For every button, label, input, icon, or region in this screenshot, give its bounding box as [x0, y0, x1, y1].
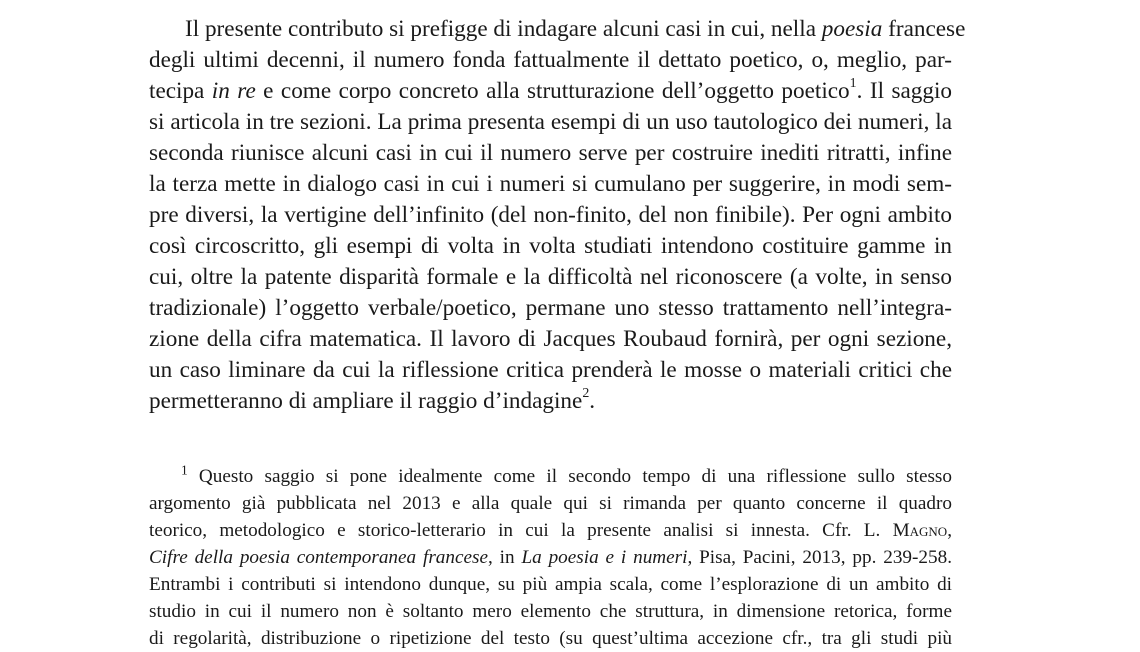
body-text-line: [149, 293, 952, 324]
text-run: permetteranno di ampliare il raggio d’indagine: [149, 388, 583, 414]
footnote-line: [149, 490, 952, 517]
text-run: studio in cui il numero non è soltanto mero elemento che struttura, in dimensione retorica, forme: [149, 601, 952, 622]
footnote-line: [149, 463, 952, 490]
body-text-line: [149, 386, 952, 417]
text-run: argomento già pubblicata nel 2013 e alla quale qui si rimanda per quanto concerne il quadro: [149, 493, 952, 514]
text-run: Entrambi i contributi si intendono dunque, su più ampia scala, come l’esplorazione di un ambito di: [149, 574, 952, 595]
main-paragraph: [149, 14, 966, 417]
footnote-number: 1: [181, 462, 188, 478]
text-run: un caso liminare da cui la riflessione critica prenderà le mosse o materiali critici che: [149, 357, 952, 383]
footnote-line: [149, 544, 952, 571]
text-run: ,: [947, 520, 952, 541]
text-run: Questo saggio si pone idealmente come il secondo tempo di una riflessione sullo stesso: [187, 466, 952, 487]
text-run: e come corpo concreto alla strutturazione dell’oggetto poetico: [255, 78, 850, 104]
footnote-line: [149, 625, 952, 652]
text-run: teorico, metodologico e storico-letterario in cui la presente analisi si innesta. Cfr. L.: [149, 520, 893, 541]
text-run: di regolarità, distribuzione o ripetizione del testo (su quest’ultima accezione cfr., tra gli studi più: [149, 628, 952, 649]
text-run: tecipa: [149, 78, 212, 104]
text-run: così circoscritto, gli esempi di volta in volta studiati intendono costituire gamme in: [149, 233, 952, 259]
text-run: si articola in tre sezioni. La prima presenta esempi di un uso tautologico dei numeri, la: [149, 109, 952, 135]
body-text-line: [149, 107, 952, 138]
text-run: .: [589, 388, 596, 414]
italic-text: Cifre della poesia contemporanea francese: [149, 547, 488, 568]
body-text-line: [149, 200, 952, 231]
text-run: tradizionale) l’oggetto verbale/poetico, permane uno stesso trattamento nell’integra-: [149, 295, 952, 321]
footnote-reference: 1: [849, 76, 857, 92]
body-text-line: [149, 14, 966, 45]
footnotes-section: [149, 463, 952, 652]
text-run: Il presente contributo si prefigge di indagare alcuni casi in cui, nella: [185, 16, 822, 42]
text-run: seconda riunisce alcuni casi in cui il numero serve per costruire inediti ritratti, infine: [149, 140, 952, 166]
text-run: la terza mette in dialogo casi in cui i numeri si cumulano per suggerire, in modi sem-: [149, 171, 952, 197]
text-run: pre diversi, la vertigine dell’infinito (del non-finito, del non finibile). Per ogni ambito: [149, 202, 952, 228]
author-name: Magno: [892, 520, 948, 541]
footnote-reference: 2: [582, 386, 590, 402]
body-text-line: [149, 138, 952, 169]
text-run: cui, oltre la patente disparità formale e la difficoltà nel riconoscere (a volte, in senso: [149, 264, 952, 290]
body-text-line: [149, 262, 952, 293]
italic-text: La poesia e i numeri: [521, 547, 688, 568]
document-page: [149, 14, 966, 649]
text-run: zione della cifra matematica. Il lavoro di Jacques Roubaud fornirà, per ogni sezione,: [149, 326, 952, 352]
italic-text: poesia: [821, 16, 883, 42]
body-text-line: [149, 231, 952, 262]
body-text-line: [149, 355, 952, 386]
text-run: degli ultimi decenni, il numero fonda fattualmente il dettato poetico, o, meglio, par-: [149, 47, 952, 73]
text-run: , in: [488, 547, 522, 568]
body-text-line: [149, 45, 952, 76]
italic-text: in re: [211, 78, 256, 104]
footnote-line: [149, 571, 952, 598]
text-run: , Pisa, Pacini, 2013, pp. 239-258.: [687, 547, 952, 568]
footnote-line: [149, 517, 952, 544]
footnote-line: [149, 598, 952, 625]
text-run: francese: [882, 16, 966, 42]
body-text-line: [149, 169, 952, 200]
text-run: . Il saggio: [856, 78, 952, 104]
body-text-line: [149, 324, 952, 355]
body-text-line: [149, 76, 952, 107]
